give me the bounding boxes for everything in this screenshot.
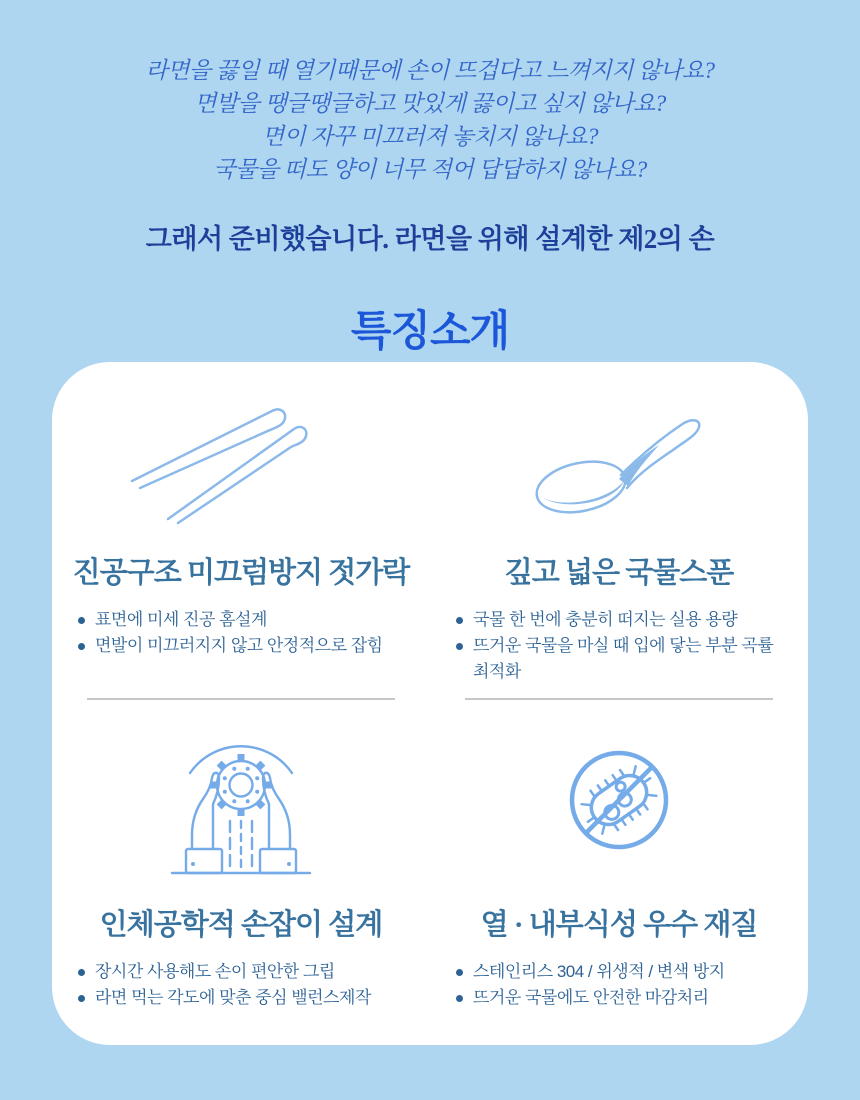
page-title: 특징소개 [350, 309, 510, 355]
feature-bullet-list [76, 959, 406, 1011]
feature-spoon [430, 362, 808, 700]
bullet-item: 국물 한 번에 충분히 떠지는 실용 용량 [454, 607, 784, 633]
bullet-item: 표면에 미세 진공 홈설계 [76, 607, 406, 633]
intro-section [0, 0, 860, 358]
feature-title: 깊고 넓은 국물스푼 [504, 557, 734, 589]
bullet-item: 면발이 미끄러지지 않고 안정적으로 잡힘 [76, 633, 406, 659]
intro-question: 면이 자꾸 미끄러져 놓치지 않나요? [261, 124, 599, 149]
no-bacteria-icon [559, 700, 679, 900]
feature-bullet-list [76, 607, 406, 659]
chopsticks-icon [126, 362, 356, 548]
spoon-icon [529, 362, 709, 548]
tagline: 그래서 준비했습니다. 라면을 위해 설계한 제2의 손 [145, 224, 715, 254]
feature-bullet-list [454, 959, 784, 1011]
intro-question-list [0, 0, 860, 186]
feature-material [430, 700, 808, 1045]
hands-gear-icon [166, 700, 316, 900]
feature-handle [52, 700, 430, 1045]
bullet-item: 뜨거운 국물에도 안전한 마감처리 [454, 985, 784, 1011]
feature-title: 인체공학적 손잡이 설계 [99, 909, 383, 941]
intro-question: 국물을 떠도 양이 너무 적어 답답하지 않나요? [213, 157, 647, 182]
feature-title: 열 · 내부식성 우수 재질 [480, 909, 758, 941]
bullet-item: 장시간 사용해도 손이 편안한 그립 [76, 959, 406, 985]
bullet-item: 뜨거운 국물을 마실 때 입에 닿는 부분 곡률 최적화 [454, 633, 784, 685]
intro-question: 면발을 땡글땡글하고 맛있게 끓이고 싶지 않나요? [194, 91, 666, 116]
feature-title: 진공구조 미끄럼방지 젓가락 [72, 557, 410, 589]
bullet-item: 스테인리스 304 / 위생적 / 변색 방지 [454, 959, 784, 985]
intro-question: 라면을 끓일 때 열기때문에 손이 뜨겁다고 느껴지지 않나요? [145, 58, 715, 83]
feature-bullet-list [454, 607, 784, 685]
bullet-item: 라면 먹는 각도에 맞춘 중심 밸런스제작 [76, 985, 406, 1011]
feature-chopsticks [52, 362, 430, 700]
features-card [52, 362, 808, 1045]
